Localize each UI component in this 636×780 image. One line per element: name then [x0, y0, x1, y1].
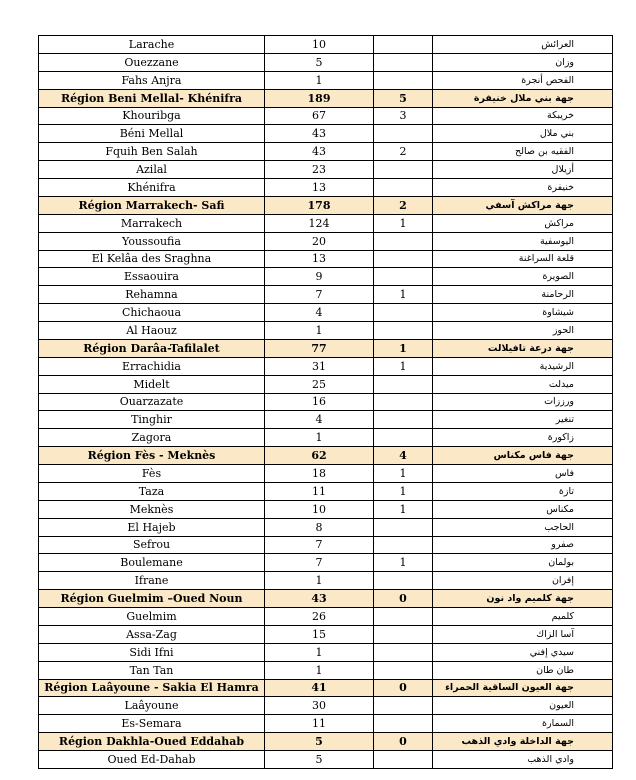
total-count-cell: 7 — [265, 286, 374, 304]
total-count-cell: 189 — [265, 89, 374, 107]
total-count-cell: 124 — [265, 214, 374, 232]
secondary-count-cell — [374, 715, 433, 733]
secondary-count-cell — [374, 429, 433, 447]
secondary-count-cell: 1 — [374, 465, 433, 483]
total-count-cell: 30 — [265, 697, 374, 715]
arabic-name-cell: طان طان — [433, 661, 613, 679]
total-count-cell: 1 — [265, 71, 374, 89]
secondary-count-cell — [374, 232, 433, 250]
french-name-cell: El Kelâa des Sraghna — [39, 250, 265, 268]
french-name-cell: Khénifra — [39, 179, 265, 197]
province-row — [39, 125, 613, 143]
total-count-cell: 43 — [265, 590, 374, 608]
province-row — [39, 161, 613, 179]
region-row — [39, 590, 613, 608]
province-row — [39, 536, 613, 554]
french-name-cell: Larache — [39, 36, 265, 54]
secondary-count-cell: 1 — [374, 500, 433, 518]
french-name-cell: Essaouira — [39, 268, 265, 286]
secondary-count-cell — [374, 322, 433, 340]
province-row — [39, 268, 613, 286]
province-row — [39, 661, 613, 679]
province-row — [39, 429, 613, 447]
arabic-name-cell: سيدي إفني — [433, 643, 613, 661]
french-name-cell: Ifrane — [39, 572, 265, 590]
total-count-cell: 1 — [265, 429, 374, 447]
arabic-name-cell: ميدلت — [433, 375, 613, 393]
arabic-name-cell: جهة الداخلة وادي الذهب — [433, 733, 613, 751]
total-count-cell: 5 — [265, 733, 374, 751]
arabic-name-cell: الصويرة — [433, 268, 613, 286]
region-statistics-table-container — [38, 35, 574, 769]
total-count-cell: 8 — [265, 518, 374, 536]
arabic-name-cell: الحاجب — [433, 518, 613, 536]
french-name-cell: Assa-Zag — [39, 625, 265, 643]
province-row — [39, 751, 613, 769]
province-row — [39, 625, 613, 643]
secondary-count-cell — [374, 36, 433, 54]
french-name-cell: Tan Tan — [39, 661, 265, 679]
french-name-cell: Midelt — [39, 375, 265, 393]
total-count-cell: 13 — [265, 179, 374, 197]
province-row — [39, 500, 613, 518]
total-count-cell: 77 — [265, 339, 374, 357]
secondary-count-cell — [374, 411, 433, 429]
french-name-cell: Meknès — [39, 500, 265, 518]
total-count-cell: 25 — [265, 375, 374, 393]
secondary-count-cell: 1 — [374, 482, 433, 500]
total-count-cell: 15 — [265, 625, 374, 643]
total-count-cell: 20 — [265, 232, 374, 250]
arabic-name-cell: جهة كلميم واد نون — [433, 590, 613, 608]
province-row — [39, 143, 613, 161]
arabic-name-cell: قلعة السراغنة — [433, 250, 613, 268]
province-row — [39, 465, 613, 483]
total-count-cell: 16 — [265, 393, 374, 411]
province-row — [39, 179, 613, 197]
secondary-count-cell — [374, 751, 433, 769]
arabic-name-cell: اليوسفية — [433, 232, 613, 250]
secondary-count-cell — [374, 53, 433, 71]
total-count-cell: 9 — [265, 268, 374, 286]
arabic-name-cell: فاس — [433, 465, 613, 483]
total-count-cell: 4 — [265, 304, 374, 322]
arabic-name-cell: السمارة — [433, 715, 613, 733]
region-row — [39, 196, 613, 214]
province-row — [39, 608, 613, 626]
arabic-name-cell: خنيفرة — [433, 179, 613, 197]
secondary-count-cell — [374, 697, 433, 715]
table-body — [39, 36, 613, 769]
french-name-cell: Al Haouz — [39, 322, 265, 340]
french-name-cell: Région Darâa-Tafilalet — [39, 339, 265, 357]
arabic-name-cell: صفرو — [433, 536, 613, 554]
secondary-count-cell: 0 — [374, 733, 433, 751]
arabic-name-cell: وادي الذهب — [433, 751, 613, 769]
total-count-cell: 18 — [265, 465, 374, 483]
french-name-cell: Région Marrakech- Safi — [39, 196, 265, 214]
arabic-name-cell: أزيلال — [433, 161, 613, 179]
french-name-cell: El Hajeb — [39, 518, 265, 536]
secondary-count-cell — [374, 250, 433, 268]
french-name-cell: Chichaoua — [39, 304, 265, 322]
french-name-cell: Région Beni Mellal- Khénifra — [39, 89, 265, 107]
french-name-cell: Sidi Ifni — [39, 643, 265, 661]
total-count-cell: 11 — [265, 482, 374, 500]
arabic-name-cell: جهة درعة تافيلالت — [433, 339, 613, 357]
region-row — [39, 89, 613, 107]
french-name-cell: Région Laâyoune - Sakia El Hamra — [39, 679, 265, 697]
french-name-cell: Rehamna — [39, 286, 265, 304]
province-row — [39, 697, 613, 715]
secondary-count-cell — [374, 608, 433, 626]
secondary-count-cell — [374, 375, 433, 393]
secondary-count-cell: 2 — [374, 196, 433, 214]
total-count-cell: 62 — [265, 447, 374, 465]
province-row — [39, 304, 613, 322]
arabic-name-cell: تازة — [433, 482, 613, 500]
secondary-count-cell: 4 — [374, 447, 433, 465]
french-name-cell: Azilal — [39, 161, 265, 179]
french-name-cell: Errachidia — [39, 357, 265, 375]
secondary-count-cell — [374, 71, 433, 89]
secondary-count-cell: 1 — [374, 357, 433, 375]
secondary-count-cell — [374, 125, 433, 143]
total-count-cell: 41 — [265, 679, 374, 697]
secondary-count-cell — [374, 661, 433, 679]
arabic-name-cell: الفحص أنجرة — [433, 71, 613, 89]
total-count-cell: 5 — [265, 53, 374, 71]
province-row — [39, 53, 613, 71]
total-count-cell: 1 — [265, 322, 374, 340]
region-row — [39, 447, 613, 465]
arabic-name-cell: جهة بني ملال خنيفرة — [433, 89, 613, 107]
total-count-cell: 23 — [265, 161, 374, 179]
arabic-name-cell: العيون — [433, 697, 613, 715]
french-name-cell: Fahs Anjra — [39, 71, 265, 89]
secondary-count-cell: 5 — [374, 89, 433, 107]
province-row — [39, 36, 613, 54]
province-row — [39, 375, 613, 393]
arabic-name-cell: الحوز — [433, 322, 613, 340]
secondary-count-cell — [374, 518, 433, 536]
region-row — [39, 733, 613, 751]
province-row — [39, 322, 613, 340]
province-row — [39, 572, 613, 590]
arabic-name-cell: إفران — [433, 572, 613, 590]
total-count-cell: 26 — [265, 608, 374, 626]
arabic-name-cell: العرائش — [433, 36, 613, 54]
secondary-count-cell: 3 — [374, 107, 433, 125]
region-row — [39, 339, 613, 357]
arabic-name-cell: شيشاوة — [433, 304, 613, 322]
province-row — [39, 411, 613, 429]
arabic-name-cell: بني ملال — [433, 125, 613, 143]
arabic-name-cell: بولمان — [433, 554, 613, 572]
french-name-cell: Région Dakhla-Oued Eddahab — [39, 733, 265, 751]
french-name-cell: Béni Mellal — [39, 125, 265, 143]
total-count-cell: 43 — [265, 125, 374, 143]
secondary-count-cell: 1 — [374, 214, 433, 232]
french-name-cell: Khouribga — [39, 107, 265, 125]
secondary-count-cell — [374, 393, 433, 411]
province-row — [39, 214, 613, 232]
total-count-cell: 178 — [265, 196, 374, 214]
arabic-name-cell: تنغير — [433, 411, 613, 429]
secondary-count-cell: 1 — [374, 286, 433, 304]
region-row — [39, 679, 613, 697]
province-row — [39, 715, 613, 733]
french-name-cell: Laâyoune — [39, 697, 265, 715]
arabic-name-cell: مراكش — [433, 214, 613, 232]
secondary-count-cell — [374, 268, 433, 286]
arabic-name-cell: ورززات — [433, 393, 613, 411]
french-name-cell: Ouarzazate — [39, 393, 265, 411]
arabic-name-cell: جهة فاس مكناس — [433, 447, 613, 465]
french-name-cell: Région Fès - Meknès — [39, 447, 265, 465]
total-count-cell: 1 — [265, 643, 374, 661]
province-row — [39, 250, 613, 268]
province-row — [39, 554, 613, 572]
secondary-count-cell — [374, 572, 433, 590]
total-count-cell: 1 — [265, 572, 374, 590]
total-count-cell: 1 — [265, 661, 374, 679]
total-count-cell: 7 — [265, 554, 374, 572]
province-row — [39, 643, 613, 661]
total-count-cell: 67 — [265, 107, 374, 125]
total-count-cell: 11 — [265, 715, 374, 733]
secondary-count-cell — [374, 161, 433, 179]
french-name-cell: Oued Ed-Dahab — [39, 751, 265, 769]
french-name-cell: Boulemane — [39, 554, 265, 572]
arabic-name-cell: آسا الزاك — [433, 625, 613, 643]
arabic-name-cell: مكناس — [433, 500, 613, 518]
province-row — [39, 286, 613, 304]
french-name-cell: Région Guelmim –Oued Noun — [39, 590, 265, 608]
french-name-cell: Fès — [39, 465, 265, 483]
french-name-cell: Tinghir — [39, 411, 265, 429]
arabic-name-cell: خريبكة — [433, 107, 613, 125]
region-statistics-table — [38, 35, 613, 769]
arabic-name-cell: الرحامنة — [433, 286, 613, 304]
french-name-cell: Marrakech — [39, 214, 265, 232]
province-row — [39, 482, 613, 500]
french-name-cell: Taza — [39, 482, 265, 500]
total-count-cell: 10 — [265, 36, 374, 54]
secondary-count-cell: 2 — [374, 143, 433, 161]
secondary-count-cell: 0 — [374, 590, 433, 608]
secondary-count-cell — [374, 625, 433, 643]
province-row — [39, 107, 613, 125]
province-row — [39, 357, 613, 375]
arabic-name-cell: الفقيه بن صالح — [433, 143, 613, 161]
french-name-cell: Es-Semara — [39, 715, 265, 733]
province-row — [39, 393, 613, 411]
secondary-count-cell — [374, 304, 433, 322]
arabic-name-cell: الرشيدية — [433, 357, 613, 375]
total-count-cell: 4 — [265, 411, 374, 429]
french-name-cell: Youssoufia — [39, 232, 265, 250]
secondary-count-cell: 1 — [374, 339, 433, 357]
total-count-cell: 7 — [265, 536, 374, 554]
arabic-name-cell: زاكورة — [433, 429, 613, 447]
arabic-name-cell: وزان — [433, 53, 613, 71]
french-name-cell: Fquih Ben Salah — [39, 143, 265, 161]
arabic-name-cell: جهة مراكش آسفي — [433, 196, 613, 214]
secondary-count-cell — [374, 536, 433, 554]
total-count-cell: 5 — [265, 751, 374, 769]
total-count-cell: 43 — [265, 143, 374, 161]
province-row — [39, 71, 613, 89]
arabic-name-cell: جهة العيون الساقية الحمراء — [433, 679, 613, 697]
total-count-cell: 13 — [265, 250, 374, 268]
province-row — [39, 518, 613, 536]
secondary-count-cell: 1 — [374, 554, 433, 572]
french-name-cell: Zagora — [39, 429, 265, 447]
french-name-cell: Sefrou — [39, 536, 265, 554]
secondary-count-cell — [374, 643, 433, 661]
secondary-count-cell — [374, 179, 433, 197]
arabic-name-cell: كلميم — [433, 608, 613, 626]
total-count-cell: 31 — [265, 357, 374, 375]
secondary-count-cell: 0 — [374, 679, 433, 697]
province-row — [39, 232, 613, 250]
total-count-cell: 10 — [265, 500, 374, 518]
french-name-cell: Guelmim — [39, 608, 265, 626]
french-name-cell: Ouezzane — [39, 53, 265, 71]
